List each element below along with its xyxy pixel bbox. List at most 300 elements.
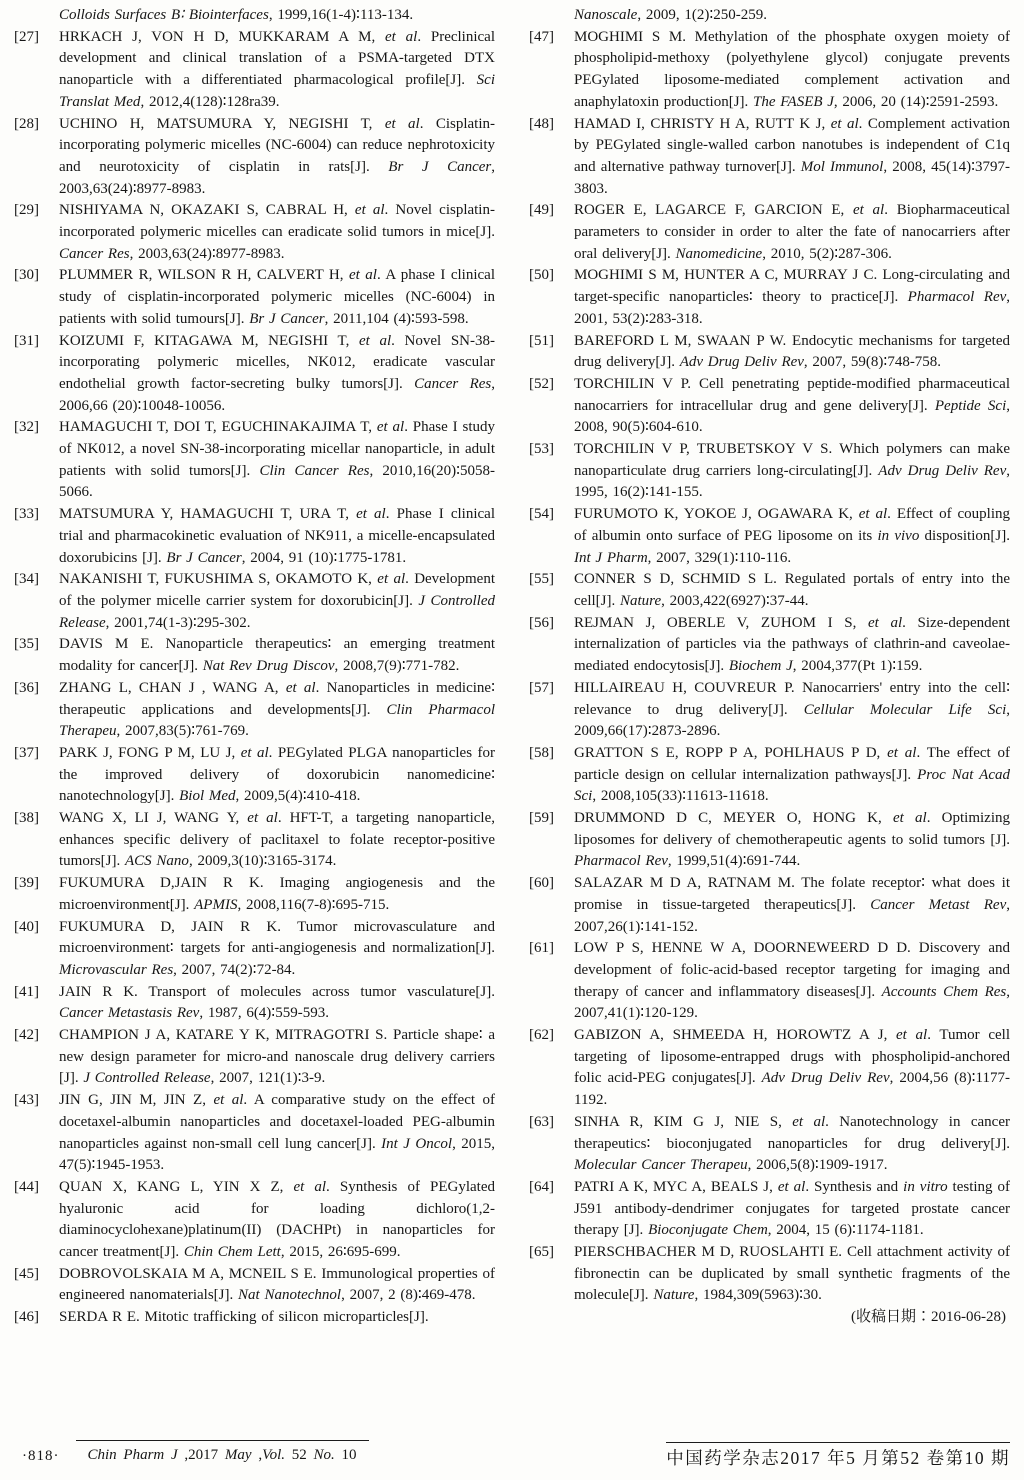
italic-text: Mol Immunol (800, 158, 884, 175)
plain-text: DOBROVOLSKAIA M A, MCNEIL S E. Immunological properties of engineered nanomaterials[J]. (59, 1265, 495, 1304)
italic-text: Adv Drug Deliv Rev (761, 1070, 890, 1087)
reference-text (59, 571, 495, 630)
reference-text (574, 1114, 1010, 1173)
plain-text: testing of J591 antibody-dendrimer conjugates for targeted prostate cancer therapy [J]. (574, 1178, 1011, 1239)
plain-text: . Cisplatin-incorporating polymeric micelles (NC-6004) can reduce nephrotoxicity and neurotoxicity of cisplatin in rats[J]. (59, 115, 495, 175)
reference-continuation (527, 5, 1010, 27)
italic-text: Molecular Cancer Therapeu (574, 1157, 748, 1174)
reference-number: [63] (529, 1113, 554, 1130)
reference-number: [45] (14, 1265, 39, 1282)
plain-text: UCHINO H, MATSUMURA Y, NEGISHI T, (59, 115, 385, 132)
italic-text: et al (853, 202, 885, 219)
plain-text: . Novel cisplatin-incorporated polymeric micelles can eradicate solid tumors in mice[J]. (59, 202, 495, 241)
reference-text (59, 29, 495, 110)
plain-text: , 2009,3(10)∶3165-3174. (188, 853, 337, 870)
plain-text: MOGHIMI S M. Methylation of the phosphate oxygen moiety of phospholipid-methoxy (polyethylene glycol) conjugate prevents PEGylated liposome-mediated complement activation and anaphylatoxin production[J]. (574, 28, 1010, 110)
reference-item (12, 1025, 495, 1090)
plain-text: FURUMOTO K, YOKOE J, OGAWARA K, (574, 506, 859, 523)
italic-text: Cellular Molecular Life Sci (803, 701, 1007, 718)
plain-text: , 2010,16(20)∶5058-5066. (59, 462, 495, 501)
reference-item (527, 331, 1010, 374)
reference-item (527, 1112, 1010, 1177)
plain-text: . The effect of particle design on cellular internalization pathways[J]. (574, 744, 1011, 783)
reference-text (59, 810, 495, 869)
plain-text: PATRI A K, MYC A, BEALS J, (574, 1178, 778, 1195)
reference-number: [47] (529, 28, 554, 45)
reference-number: [42] (14, 1027, 39, 1044)
italic-text: Colloids Surfaces B∶ Biointerfaces (59, 7, 269, 23)
italic-text: et al (354, 202, 385, 219)
reference-text (574, 116, 1010, 197)
reference-text (574, 810, 1010, 869)
plain-text: 10 (334, 1447, 357, 1463)
plain-text: , 2007, 59(8)∶748-758. (803, 354, 942, 371)
plain-text: , (251, 1447, 263, 1463)
italic-text: et al (892, 810, 927, 827)
italic-text: et al (247, 810, 278, 827)
plain-text: SINHA R, KIM G J, NIE S, (574, 1113, 793, 1130)
reference-item (12, 678, 495, 743)
italic-text: Biochem J (728, 658, 793, 675)
italic-text: Adv Drug Deliv Rev (679, 354, 804, 371)
reference-item (12, 504, 495, 569)
plain-text: FUKUMURA D,JAIN R K. Imaging angiogenesis and the microenvironment[J]. (59, 875, 495, 913)
italic-text: Clin Pharmacol Therapeu (59, 701, 495, 740)
reference-number: [43] (14, 1092, 39, 1109)
reference-item (12, 27, 495, 114)
plain-text: PLUMMER R, WILSON R H, CALVERT H, (59, 267, 349, 284)
italic-text: et al (830, 115, 859, 132)
reference-item (12, 114, 495, 201)
italic-text: Cancer Res (414, 375, 492, 392)
reference-number: [57] (529, 679, 554, 696)
reference-number: [40] (14, 918, 39, 935)
plain-text: , 2007,26(1)∶141-152. (574, 896, 1010, 935)
italic-text: et al (858, 506, 888, 523)
italic-text: et al (896, 1027, 928, 1044)
plain-text: PARK J, FONG P M, LU J, (59, 744, 241, 761)
italic-text: May (224, 1447, 252, 1463)
plain-text: NAKANISHI T, FUKUSHIMA S, OKAMOTO K, (59, 571, 378, 588)
plain-text: . Phase I clinical trial and pharmacokinetic evaluation of NK911, a micelle-encapsulated doxorubicins [J]. (59, 506, 495, 566)
plain-text: ZHANG L, CHAN J , WANG A, (59, 679, 286, 696)
italic-text: in vivo (877, 527, 920, 544)
plain-text: disposition[J]. (919, 527, 1010, 544)
plain-text: . Complement activation by PEGylated single-walled carbon nanotubes is independent of C1q and alternative pathway turnover[J]. (574, 115, 1010, 175)
plain-text: , 2004,56 (8)∶1177-1192. (574, 1070, 1010, 1109)
italic-text: et al (384, 115, 420, 132)
plain-text: , 2009,5(4)∶410-418. (235, 788, 361, 805)
plain-text: DAVIS M E. Nanoparticle therapeutics∶ an emerging treatment modality for cancer[J]. (59, 636, 495, 675)
plain-text: HRKACH J, VON H D, MUKKARAM A M, (59, 28, 386, 45)
reference-text (574, 615, 1010, 674)
plain-text: JAIN R K. Transport of molecules across tumor vasculature[J]. (59, 983, 495, 1000)
reference-text (59, 636, 495, 674)
reference-number: [58] (529, 744, 554, 761)
plain-text: PIERSCHBACHER M D, RUOSLAHTI E. Cell attachment activity of fibronectin can be duplicated by small synthetic fragments of the molecule[J]. (574, 1244, 1010, 1304)
reference-number: [27] (14, 28, 39, 45)
italic-text: Proc Nat Acad Sci (574, 766, 1010, 805)
reference-number: [37] (14, 744, 39, 761)
plain-text: . Biopharmaceutical parameters to consider in order to alter the fate of nanocarriers after oral delivery[J]. (574, 202, 1010, 262)
plain-text: , 1984,309(5963)∶30. (694, 1287, 822, 1304)
reference-number: [46] (14, 1309, 39, 1326)
italic-text: Clin Cancer Res (259, 462, 370, 479)
italic-text: J Controlled Release (83, 1070, 211, 1087)
plain-text: . Synthesis and (805, 1178, 904, 1195)
italic-text: Nature (619, 592, 662, 609)
italic-text: Br J Cancer (388, 158, 492, 175)
plain-text: , 2007,41(1)∶120-129. (574, 983, 1010, 1022)
plain-text: ,2017 (177, 1447, 225, 1463)
plain-text: , 2003,422(6927)∶37-44. (661, 592, 809, 609)
italic-text: Br J Cancer (166, 549, 242, 566)
plain-text: NISHIYAMA N, OKAZAKI S, CABRAL H, (59, 202, 355, 219)
reference-text (59, 419, 495, 500)
plain-text: . Size-dependent internalization of particles via the pathways of clathrin-and caveolae-mediated endocytosis[J]. (574, 614, 1011, 675)
reference-text (59, 1092, 495, 1173)
italic-text: et al (385, 28, 418, 45)
italic-text: Nature (653, 1287, 695, 1304)
plain-text: , 2009,66(17)∶2873-2896. (574, 701, 1010, 740)
reference-item (527, 613, 1010, 678)
italic-text: Int J Oncol (381, 1135, 453, 1152)
plain-text: , 2004, 15 (6)∶1174-1181. (767, 1222, 924, 1239)
italic-text: Sci Translat Med (59, 72, 495, 110)
plain-text: , 2008,105(33)∶11613-11618. (592, 788, 769, 805)
reference-text (574, 875, 1010, 934)
reference-text (574, 376, 1010, 435)
plain-text: . Preclinical development and clinical translation of a PSMA-targeted DTX nanoparticle with a differentiated pharmacological profile[J]. (59, 28, 495, 89)
reference-text (59, 1179, 495, 1260)
plain-text: JIN G, JIN M, JIN Z, (59, 1092, 214, 1109)
reference-text (574, 333, 1010, 371)
reference-number: [31] (14, 332, 39, 349)
reference-text (574, 29, 1010, 110)
reference-text (574, 1244, 1010, 1303)
plain-text: LOW P S, HENNE W A, DOORNEWEERD D D. Discovery and development of folic-acid-based receptor targeting for imaging and therapy of cancer and inflammatory diseases[J]. (574, 940, 1010, 1000)
plain-text: HILLAIREAU H, COUVREUR P. Nanocarriers' entry into the cell∶ relevance to drug delivery[J]. (574, 679, 1010, 718)
reference-text (574, 940, 1010, 1021)
italic-text: ACS Nano (125, 853, 189, 870)
reference-item (12, 808, 495, 873)
reference-text (59, 333, 495, 414)
plain-text: , 2001, 53(2)∶283-318. (574, 289, 1011, 327)
reference-item (527, 27, 1010, 114)
plain-text: , 2007, 74(2)∶72-84. (173, 961, 296, 978)
plain-text: , 1999,51(4)∶691-744. (667, 853, 801, 870)
italic-text: et al (348, 267, 377, 284)
plain-text: , 2008, 90(5)∶604-610. (574, 397, 1010, 436)
reference-item (527, 374, 1010, 439)
italic-text: et al (377, 571, 406, 588)
italic-text: et al (777, 1178, 806, 1195)
plain-text: , 2003,63(24)∶8977-8983. (59, 158, 495, 197)
reference-text (574, 506, 1010, 565)
plain-text: , 2007, 121(1)∶3-9. (210, 1070, 326, 1087)
plain-text: , 2015, 47(5)∶1945-1953. (59, 1135, 496, 1174)
reference-number: [61] (529, 940, 554, 957)
plain-text: , 1995, 16(2)∶141-155. (574, 462, 1010, 501)
plain-text: MATSUMURA Y, HAMAGUCHI T, URA T, (59, 506, 357, 523)
italic-text: Nat Rev Drug Discov (202, 658, 335, 675)
reference-number: [32] (14, 419, 39, 436)
italic-text: Pharmacol Rev (907, 289, 1007, 306)
reference-item (12, 200, 495, 265)
italic-text: Nanoscale (574, 7, 638, 23)
italic-text: Vol. (262, 1447, 285, 1463)
plain-text: . Optimizing liposomes for delivery of chemotherapeutic agents to solid tumors [J]. (574, 810, 1010, 848)
reference-text (574, 1179, 1010, 1238)
plain-text: , 2009, 1(2)∶250-259. (637, 7, 767, 23)
plain-text: KOIZUMI F, KITAGAWA M, NEGISHI T, (59, 332, 359, 349)
plain-text: , 2001,74(1-3)∶295-302. (105, 614, 251, 631)
italic-text: Bioconjugate Chem (648, 1222, 768, 1239)
reference-item (12, 1090, 495, 1177)
reference-item (527, 200, 1010, 265)
plain-text: , 1987, 6(4)∶559-593. (199, 1005, 329, 1022)
plain-text: CONNER S D, SCHMID S L. Regulated portals of entry into the cell[J]. (574, 571, 1010, 609)
plain-text: , 2003,63(24)∶8977-8983. (129, 245, 285, 262)
plain-text: , 2011,104 (4)∶593-598. (324, 310, 469, 327)
plain-text: , 2015, 26∶695-699. (280, 1244, 401, 1261)
reference-text (59, 745, 495, 804)
journal-citation-en (76, 1440, 369, 1467)
reference-number: [54] (529, 506, 554, 523)
references-column-right (527, 5, 1010, 1329)
reference-text (59, 875, 495, 913)
received-date: (收稿日期∶2016-06-28) (851, 1309, 1006, 1326)
plain-text: . Development of the polymer micelle carrier system for doxorubicin[J]. (59, 571, 495, 609)
plain-text: . A comparative study on the effect of docetaxel-albumin nanoparticles and docetaxel-loaded PEG-albumin nanoparticles against non-small cell lung cancer[J]. (59, 1092, 495, 1152)
plain-text: HAMAGUCHI T, DOI T, EGUCHINAKAJIMA T, (59, 419, 377, 436)
plain-text: BAREFORD L M, SWAAN P W. Endocytic mechanisms for targeted drug delivery[J]. (574, 332, 1010, 371)
italic-text: Peptide Sci (934, 397, 1007, 414)
plain-text: . Novel SN-38-incorporating polymeric micelles, NK012, eradicate vascular endothelial growth factor-secreting bulky tumors[J]. (59, 332, 495, 392)
plain-text: CHAMPION J A, KATARE Y K, MITRAGOTRI S. Particle shape∶ a new design parameter for micro-and nanoscale drug delivery carriers [J]. (59, 1027, 495, 1087)
plain-text: , 2006,5(8)∶1909-1917. (747, 1157, 888, 1174)
reference-text (574, 267, 1010, 326)
reference-item (527, 678, 1010, 743)
footer-left (22, 1440, 369, 1468)
plain-text: , 2008, 45(14)∶3797-3803. (574, 158, 1010, 197)
italic-text: Nat Nanotechnol (238, 1287, 342, 1304)
plain-text: DRUMMOND D C, MEYER O, HONG K, (574, 810, 893, 827)
reference-item (12, 331, 495, 418)
plain-text: SALAZAR M D A, RATNAM M. The folate receptor∶ what does it promise in tissue-targeted therapeutics[J]. (574, 875, 1010, 913)
reference-item (527, 1242, 1010, 1307)
reference-number: [48] (529, 115, 554, 132)
italic-text: No. (313, 1447, 335, 1463)
reference-item (527, 743, 1010, 808)
reference-text (59, 116, 495, 197)
reference-item (527, 938, 1010, 1025)
reference-number: [50] (529, 267, 554, 284)
reference-item (527, 1025, 1010, 1112)
italic-text: APMIS (194, 896, 238, 913)
reference-number: [59] (529, 810, 554, 827)
italic-text: et al (358, 332, 392, 349)
reference-number: [53] (529, 441, 554, 458)
journal-citation-cn: 中国药学杂志2017 年5 月第52 卷第10 期 (666, 1442, 1010, 1470)
italic-text: et al (376, 419, 405, 436)
plain-text: , 2007, 329(1)∶110-116. (647, 549, 792, 566)
plain-text: , 2006, 20 (14)∶2591-2593. (833, 93, 999, 110)
reference-number: [44] (14, 1178, 39, 1195)
italic-text: J Controlled Release (59, 592, 495, 631)
italic-text: Cancer Metastasis Rev (59, 1005, 200, 1022)
plain-text: , 2007,83(5)∶761-769. (116, 723, 249, 740)
plain-text: , 2004, 91 (10)∶1775-1781. (241, 549, 407, 566)
italic-text: Pharmacol Rev (574, 853, 668, 870)
italic-text: et al (887, 744, 917, 761)
plain-text: , 2012,4(128)∶128ra39. (140, 93, 280, 110)
plain-text: . HFT-T, a targeting nanoparticle, enhances specific delivery of paclitaxel to folate receptor-positive tumors[J]. (59, 810, 495, 870)
plain-text: . PEGylated PLGA nanoparticles for the improved delivery of doxorubicin nanomedicine∶ nanotechnology[J]. (59, 744, 495, 805)
reference-text (574, 680, 1010, 739)
page-number: ·818· (22, 1448, 60, 1464)
reference-item (12, 873, 495, 916)
plain-text: MOGHIMI S M, HUNTER A C, MURRAY J C. Long-circulating and target-specific nanoparticles∶ theory to practice[J]. (574, 267, 1010, 306)
reference-number: [52] (529, 375, 554, 392)
reference-number: [34] (14, 571, 39, 588)
reference-item (527, 114, 1010, 201)
plain-text: , 2007, 2 (8)∶469-478. (341, 1287, 476, 1304)
reference-text (574, 571, 1010, 609)
reference-item (12, 265, 495, 330)
italic-text: Microvascular Res (59, 961, 174, 978)
reference-continuation (12, 5, 495, 27)
reference-text (574, 1027, 1010, 1108)
italic-text: Chin Chem Lett (183, 1244, 281, 1261)
plain-text: WANG X, LI J, WANG Y, (59, 810, 248, 827)
italic-text: et al (356, 506, 386, 523)
plain-text: REJMAN J, OBERLE V, ZUHOM I S, (574, 614, 868, 631)
reference-item (12, 917, 495, 982)
reference-item (527, 873, 1010, 938)
plain-text: TORCHILIN V P. Cell penetrating peptide-modified pharmaceutical nanocarriers for intracellular drug and gene delivery[J]. (574, 375, 1010, 414)
plain-text: , 2006,66 (20)∶10048-10056. (59, 375, 495, 414)
italic-text: in vitro (903, 1178, 948, 1195)
reference-text (59, 267, 495, 326)
reference-number: [51] (529, 332, 554, 349)
reference-number: [62] (529, 1027, 554, 1044)
italic-text: et al (240, 744, 269, 761)
italic-text: Int J Pharm (574, 549, 648, 566)
reference-number: [28] (14, 115, 39, 132)
plain-text: QUAN X, KANG L, YIN X Z, (59, 1178, 294, 1195)
italic-text: Chin Pharm J (87, 1447, 178, 1463)
reference-number: [30] (14, 267, 39, 284)
italic-text: Br J Cancer (249, 310, 325, 327)
plain-text: ROGER E, LAGARCE F, GARCION E, (574, 202, 854, 219)
italic-text: Cancer Metast Rev (870, 896, 1007, 913)
plain-text: . Synthesis of PEGylated hyaluronic acid for loading dichloro(1,2-diaminocyclohexane)platinum(II) (DACHPt) in nanoparticles for cancer treatment[J]. (59, 1178, 495, 1261)
plain-text: GABIZON A, SHMEEDA H, HOROWTZ A J, (574, 1027, 897, 1044)
reference-item (527, 265, 1010, 330)
plain-text: SERDA R E. Mitotic trafficking of silicon microparticles[J]. (59, 1309, 429, 1326)
reference-number: [55] (529, 571, 554, 588)
reference-item (12, 743, 495, 808)
plain-text: GRATTON S E, ROPP P A, POHLHAUS P D, (574, 744, 888, 761)
reference-number: [60] (529, 875, 554, 892)
reference-item (12, 1307, 495, 1329)
reference-item (12, 1264, 495, 1307)
reference-item (527, 439, 1010, 504)
reference-text (59, 1309, 429, 1325)
footer-right (666, 1442, 1010, 1472)
plain-text: , 2004,377(Pt 1)∶159. (792, 658, 923, 675)
reference-text (59, 984, 495, 1022)
reference-number: [35] (14, 636, 39, 653)
reference-text (59, 680, 495, 739)
reference-text (59, 1266, 495, 1304)
reference-number: [65] (529, 1244, 554, 1261)
plain-text: . A phase I clinical study of cisplatin-incorporated polymeric micelles (NC-6004) in patients with solid tumours[J]. (59, 267, 495, 327)
reference-text (574, 202, 1010, 261)
reference-number: [38] (14, 810, 39, 827)
reference-item (12, 417, 495, 504)
plain-text: , 2008,7(9)∶771-782. (334, 658, 460, 675)
plain-text: . Tumor cell targeting of liposome-entrapped drugs with phospholipid-anchored folic acid-PEG conjugates[J]. (574, 1027, 1010, 1087)
reference-number: [56] (529, 614, 554, 631)
reference-number: [39] (14, 875, 39, 892)
plain-text: HAMAD I, CHRISTY H A, RUTT K J, (574, 115, 831, 132)
italic-text: et al (293, 1178, 327, 1195)
italic-text: et al (285, 679, 316, 696)
plain-text: 52 (285, 1447, 314, 1463)
plain-text: . Phase I study of NK012, a novel SN-38-incorporating micellar nanoparticle, in adult patients with solid tumors[J]. (59, 419, 495, 479)
reference-item (12, 1177, 495, 1264)
italic-text: Adv Drug Deliv Rev (878, 462, 1007, 479)
plain-text: . Nanotechnology in cancer therapeutics∶ bioconjugated nanoparticles for drug delivery[J]. (574, 1113, 1010, 1152)
reference-text (59, 506, 495, 565)
plain-text: , 2010, 5(2)∶287-306. (762, 245, 892, 262)
plain-text: TORCHILIN V P, TRUBETSKOY V S. Which polymers can make nanoparticulate drug carriers long-circulating[J]. (574, 441, 1010, 479)
reference-number: [41] (14, 983, 39, 1000)
plain-text: , 1999,16(1-4)∶113-134. (268, 7, 414, 23)
reference-item (527, 808, 1010, 873)
italic-text: et al (867, 614, 903, 631)
plain-text: . Nanoparticles in medicine∶ therapeutic applications and developments[J]. (59, 679, 495, 718)
reference-number: [33] (14, 506, 39, 523)
references-column-left (12, 5, 495, 1329)
italic-text: Biol Med (179, 788, 236, 805)
italic-text: Accounts Chem Res (881, 983, 1007, 1000)
reference-item (12, 569, 495, 634)
reference-text (59, 1027, 495, 1086)
italic-text: Cancer Res (59, 245, 130, 262)
reference-item (12, 634, 495, 677)
reference-item (527, 569, 1010, 612)
reference-number: [29] (14, 202, 39, 219)
reference-number: [36] (14, 679, 39, 696)
italic-text: The FASEB J (753, 93, 834, 110)
reference-text (574, 441, 1010, 500)
reference-item (12, 982, 495, 1025)
plain-text: , 2008,116(7-8)∶695-715. (237, 896, 390, 913)
reference-text (574, 745, 1010, 804)
reference-number: [64] (529, 1178, 554, 1195)
reference-text (59, 919, 495, 978)
reference-item (527, 1177, 1010, 1242)
plain-text: . Effect of coupling of albumin onto surface of PEG liposome on its (574, 506, 1011, 544)
reference-item (527, 504, 1010, 569)
plain-text: FUKUMURA D, JAIN R K. Tumor microvasculature and microenvironment∶ targets for anti-angiogenesis and normalization[J]. (59, 918, 495, 957)
italic-text: et al (213, 1092, 244, 1109)
reference-number: [49] (529, 202, 554, 219)
reference-text (59, 202, 495, 261)
